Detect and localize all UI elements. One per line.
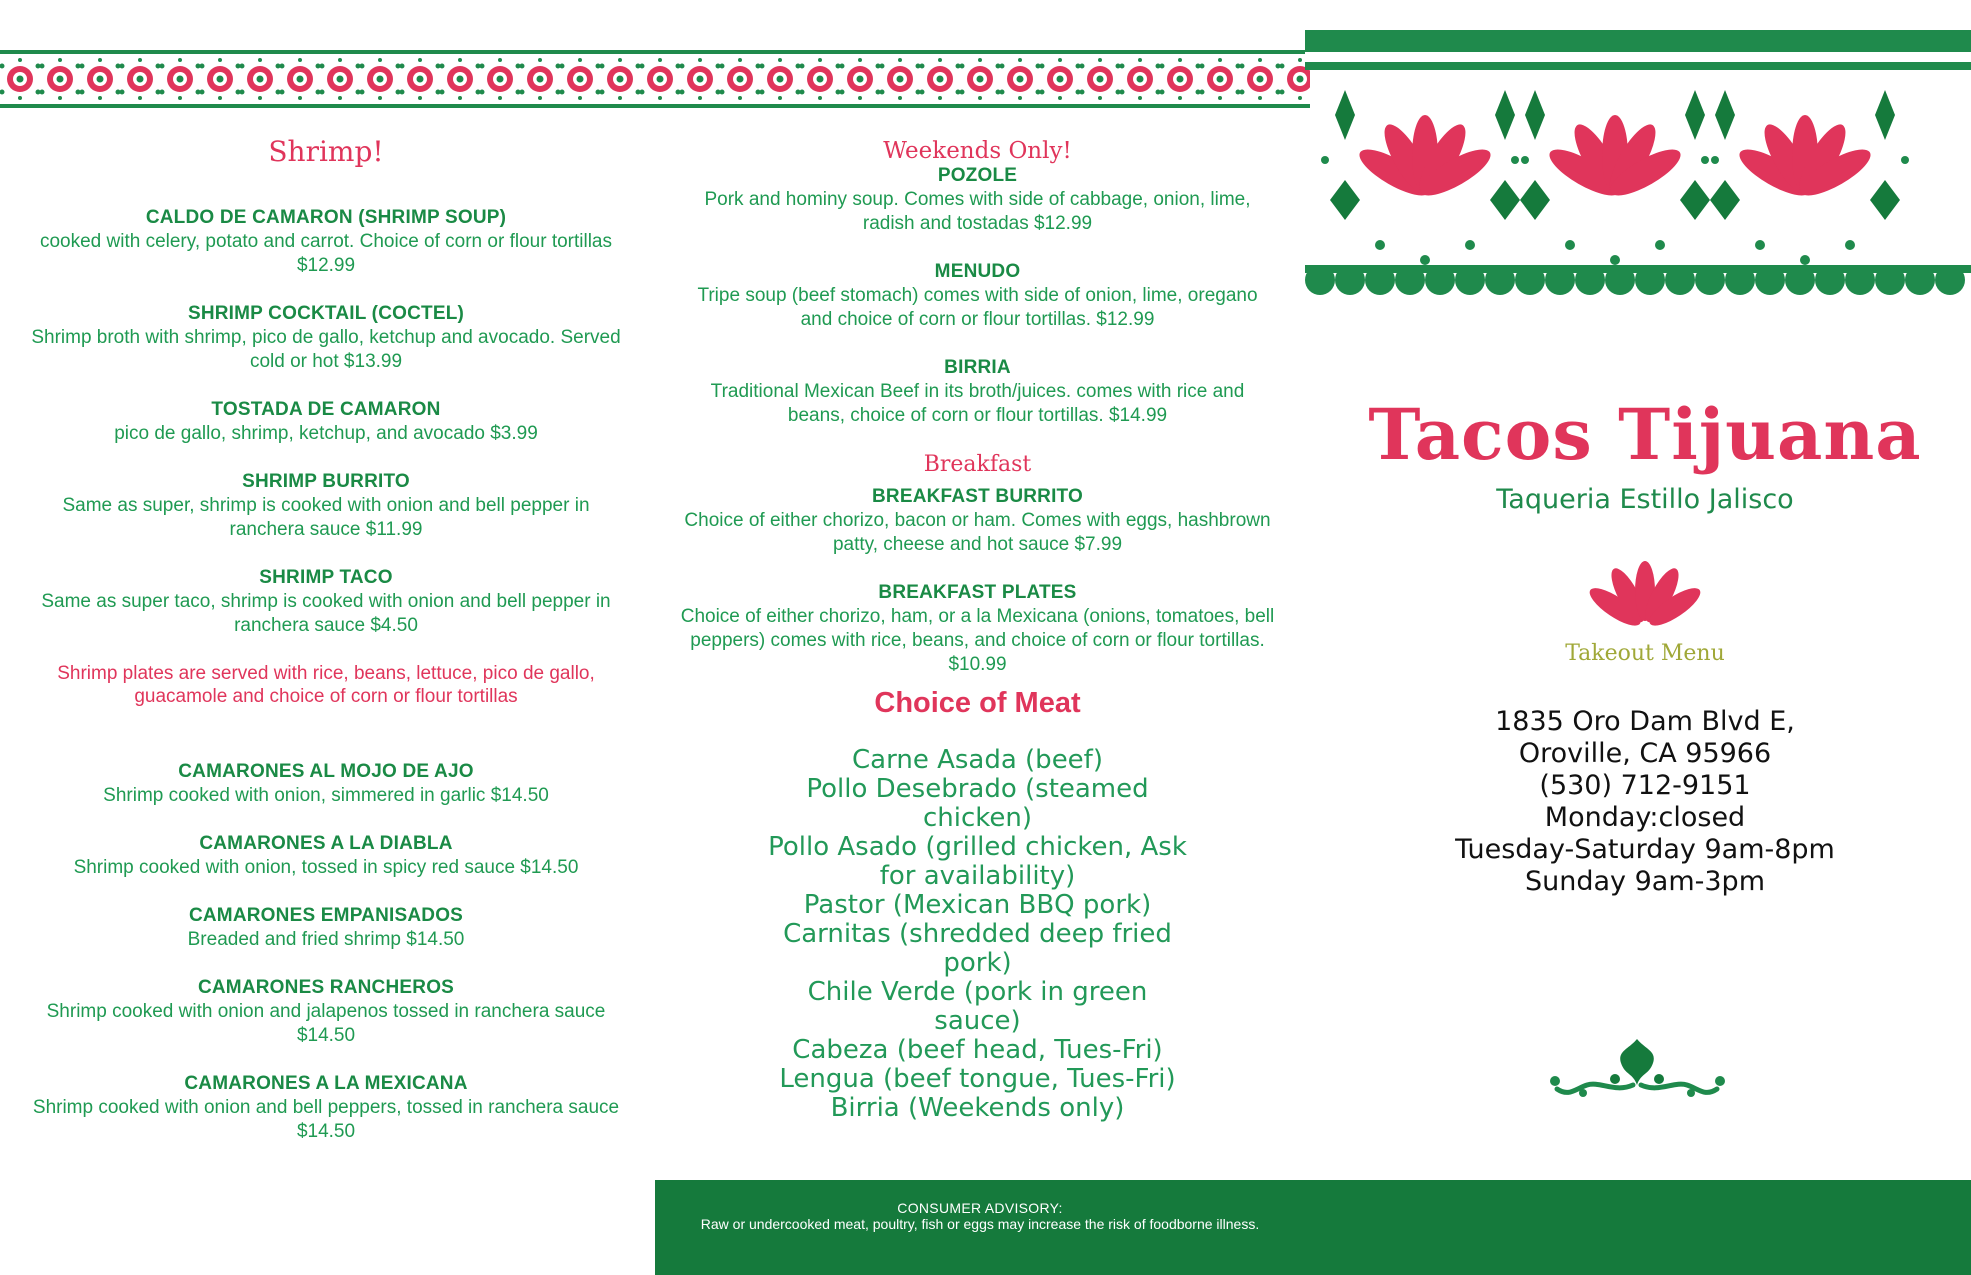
advisory-content <box>655 1200 1305 1233</box>
hero-pattern-band <box>1305 30 1971 298</box>
flourish-ornament-icon <box>1545 1035 1730 1105</box>
shrimp-plates-note: Shrimp plates are served with rice, beans, lettuce, pico de gallo, guacamole and choice of corn or flour tortillas <box>57 663 595 707</box>
item-desc: Choice of either chorizo, bacon or ham. Comes with eggs, hashbrown patty, cheese and hot sauce $7.99 <box>684 510 1271 555</box>
item-desc: Choice of either chorizo, ham, or a la Mexicana (onions, tomatoes, bell peppers) comes with rice, beans, and choice of corn or flour tortillas. $10.99 <box>680 606 1275 675</box>
shrimp-section-title: Shrimp! <box>268 135 384 168</box>
item-name: BREAKFAST BURRITO <box>872 486 1083 507</box>
meat-option: Pollo Desebrado (steamed chicken) <box>806 774 1149 833</box>
hours-line: Sunday 9am-3pm <box>1525 866 1765 897</box>
item-name: CAMARONES EMPANISADOS <box>188 905 464 926</box>
item-name: BREAKFAST PLATES <box>878 582 1077 603</box>
item-name: POZOLE <box>937 165 1018 186</box>
item-desc: Shrimp cooked with onion, tossed in spicy red sauce $14.50 <box>73 857 579 878</box>
restaurant-tagline: Taqueria Estillo Jalisco <box>1496 484 1794 515</box>
menu-item <box>30 832 622 880</box>
item-desc: Traditional Mexican Beef in its broth/juices. comes with rice and beans, choice of corn or flour tortillas. $14.99 <box>710 381 1245 426</box>
restaurant-name: Tacos Tijuana <box>1368 393 1922 476</box>
consumer-advisory-bar <box>655 1180 1971 1275</box>
advisory-text: Raw or undercooked meat, poultry, fish or eggs may increase the risk of foodborne illness. <box>700 1216 1260 1232</box>
menu-item <box>680 260 1275 332</box>
top-pattern-band <box>0 50 1310 108</box>
item-name: TOSTADA DE CAMARON <box>211 399 441 420</box>
item-desc: cooked with celery, potato and carrot. Choice of corn or flour tortillas $12.99 <box>39 231 613 276</box>
meat-option: Pollo Asado (grilled chicken, Ask for availability) <box>768 832 1187 891</box>
item-desc: Tripe soup (beef stomach) comes with side of onion, lime, oregano and choice of corn or flour tortillas. $12.99 <box>697 285 1258 330</box>
menu-item <box>30 398 622 446</box>
item-desc: Shrimp cooked with onion, simmered in garlic $14.50 <box>103 785 549 806</box>
menu-item <box>30 976 622 1048</box>
address-line: Oroville, CA 95966 <box>1518 738 1772 769</box>
item-desc: Same as super, shrimp is cooked with onion and bell pepper in ranchera sauce $11.99 <box>62 495 590 540</box>
item-desc: pico de gallo, shrimp, ketchup, and avocado $3.99 <box>114 423 538 444</box>
meat-option: Carnitas (shredded deep fried pork) <box>783 919 1172 978</box>
menu-item <box>30 206 622 278</box>
hours-line: Monday:closed <box>1544 802 1746 833</box>
menu-item <box>30 566 622 638</box>
meat-option: Birria (Weekends only) <box>830 1093 1125 1123</box>
item-name: CALDO DE CAMARON (SHRIMP SOUP) <box>145 207 507 228</box>
weekends-section-title: Weekends Only! <box>883 138 1072 164</box>
brand-panel <box>1360 390 1930 898</box>
hours-line: Tuesday-Saturday 9am-8pm <box>1455 834 1835 865</box>
item-name: SHRIMP TACO <box>259 567 393 588</box>
item-desc: Shrimp broth with shrimp, pico de gallo, ketchup and avocado. Served cold or hot $13.99 <box>31 327 621 372</box>
item-desc: Shrimp cooked with onion and jalapenos tossed in ranchera sauce $14.50 <box>46 1001 606 1046</box>
menu-item <box>680 581 1275 677</box>
item-name: CAMARONES A LA DIABLA <box>199 833 453 854</box>
meat-option: Pastor (Mexican BBQ pork) <box>803 890 1152 920</box>
item-name: CAMARONES A LA MEXICANA <box>184 1073 468 1094</box>
advisory-title: CONSUMER ADVISORY: <box>897 1200 1063 1216</box>
meat-option: Chile Verde (pork in green sauce) <box>807 977 1148 1036</box>
item-desc: Same as super taco, shrimp is cooked with onion and bell pepper in ranchera sauce $4.50 <box>41 591 611 636</box>
item-name: CAMARONES AL MOJO DE AJO <box>178 761 474 782</box>
item-name: SHRIMP BURRITO <box>242 471 410 492</box>
menu-item <box>30 302 622 374</box>
choice-of-meat-title: Choice of Meat <box>874 687 1081 719</box>
address-line: 1835 Oro Dam Blvd E, <box>1495 706 1795 737</box>
menu-item <box>680 164 1275 236</box>
shrimp-column <box>30 135 622 1168</box>
menu-item <box>30 1072 622 1144</box>
menu-item <box>30 470 622 542</box>
menu-item <box>30 904 622 952</box>
meat-list <box>680 746 1275 1123</box>
meat-option: Lengua (beef tongue, Tues-Fri) <box>779 1064 1176 1094</box>
item-name: BIRRIA <box>944 357 1011 378</box>
weekend-breakfast-column <box>680 138 1275 1123</box>
menu-item <box>30 760 622 808</box>
phone-number: (530) 712-9151 <box>1539 770 1751 801</box>
menu-item <box>680 356 1275 428</box>
shell-icon <box>1570 561 1720 631</box>
menu-item <box>680 485 1275 557</box>
meat-option: Carne Asada (beef) <box>852 745 1103 775</box>
item-name: CAMARONES RANCHEROS <box>197 977 455 998</box>
item-name: SHRIMP COCKTAIL (COCTEL) <box>187 303 465 324</box>
contact-info <box>1360 706 1930 898</box>
breakfast-section-title: Breakfast <box>923 452 1032 477</box>
item-desc: Breaded and fried shrimp $14.50 <box>187 929 465 950</box>
takeout-menu-label: Takeout Menu <box>1565 641 1725 666</box>
item-desc: Pork and hominy soup. Comes with side of cabbage, onion, lime, radish and tostadas $12.99 <box>704 189 1251 234</box>
meat-option: Cabeza (beef head, Tues-Fri) <box>792 1035 1163 1065</box>
item-name: MENUDO <box>934 261 1021 282</box>
item-desc: Shrimp cooked with onion and bell peppers, tossed in ranchera sauce $14.50 <box>32 1097 620 1142</box>
